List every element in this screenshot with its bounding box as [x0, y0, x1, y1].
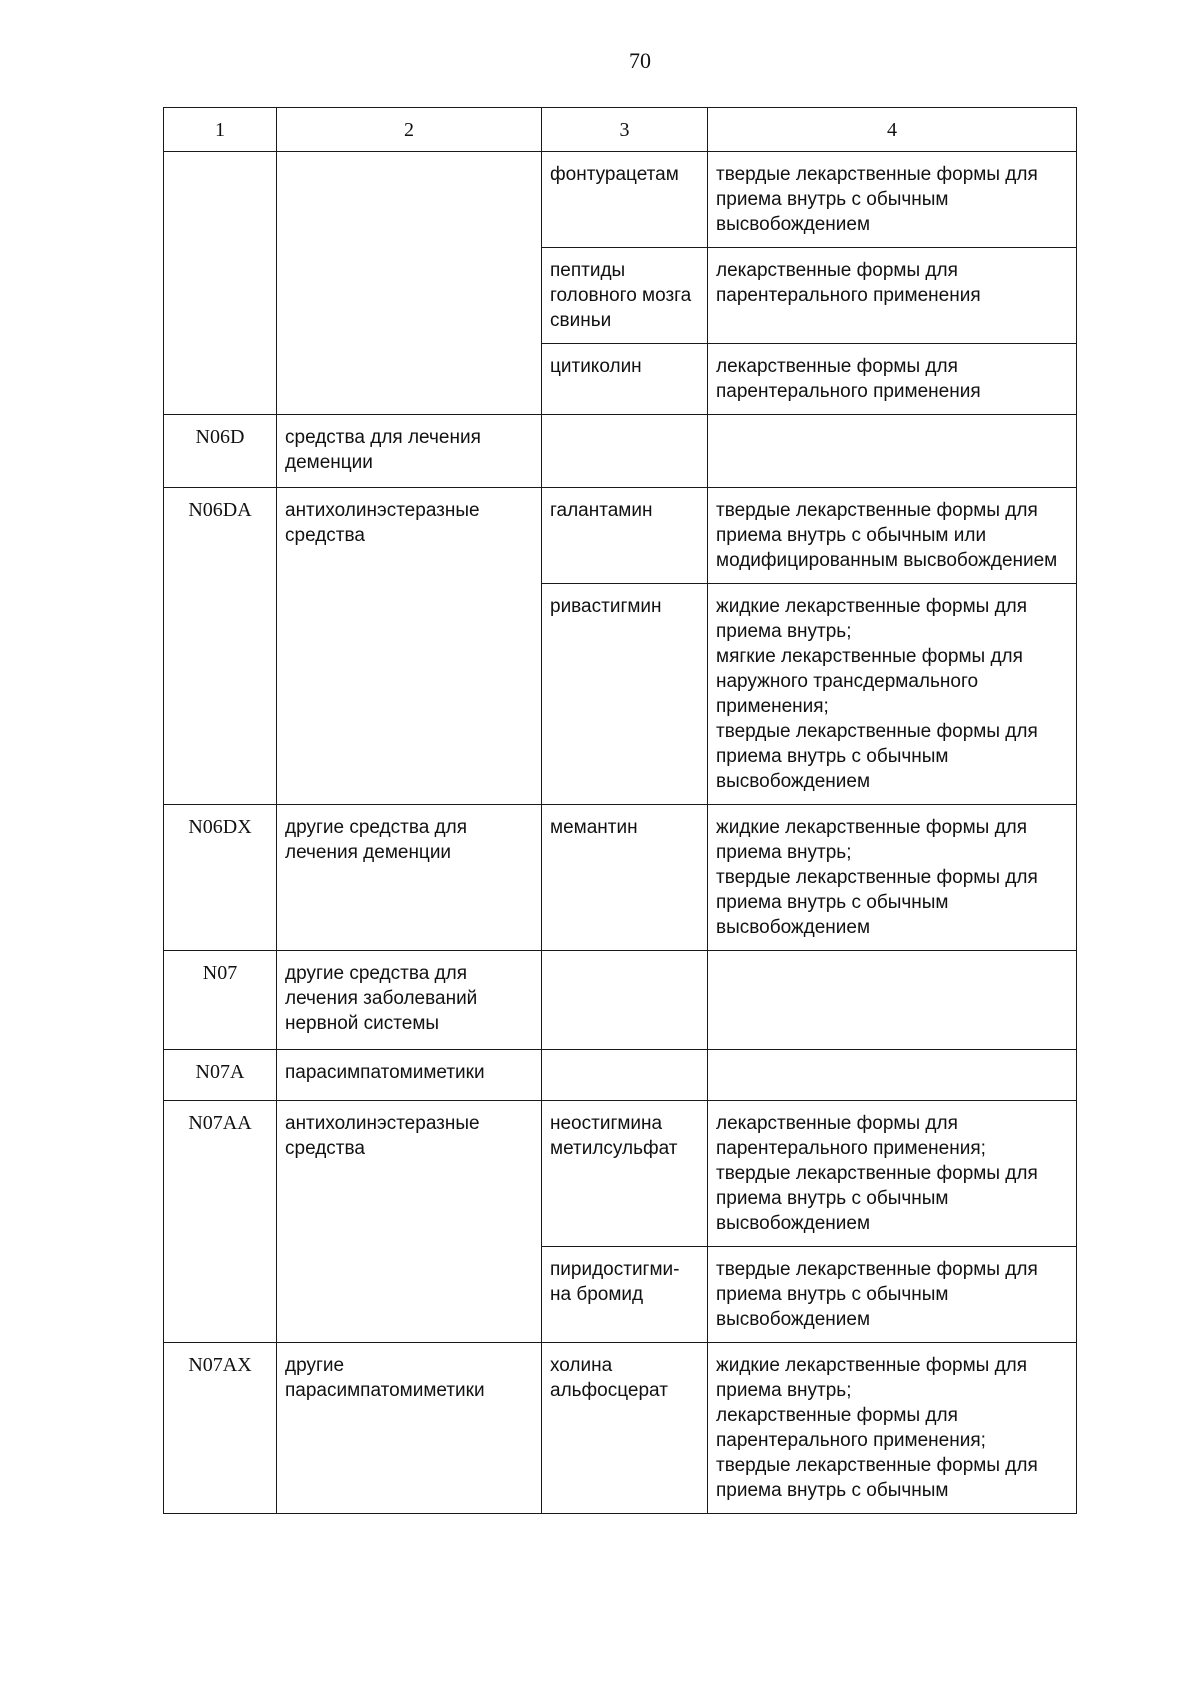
inn-cell: цитиколин	[542, 344, 708, 415]
inn-cell: ривастигмин	[542, 584, 708, 805]
column-header-1: 1	[164, 108, 277, 152]
dosage-form-cell: жидкие лекарственные формы для приема внутрь; лекарственные формы для парентерального применения; твердые лекарственные формы для приема внутрь с обычным	[708, 1343, 1077, 1514]
dosage-form-cell	[708, 951, 1077, 1050]
table-row	[164, 805, 1077, 951]
inn-cell: пиридостигми- на бромид	[542, 1247, 708, 1343]
group-cell: другие парасимпатомиметики	[277, 1343, 542, 1514]
table-row	[164, 1101, 1077, 1247]
table-row	[164, 415, 1077, 488]
column-header-4: 4	[708, 108, 1077, 152]
table-row	[164, 1343, 1077, 1514]
code-cell: N07A	[164, 1050, 277, 1101]
inn-cell	[542, 951, 708, 1050]
dosage-form-cell: лекарственные формы для парентерального применения	[708, 248, 1077, 344]
table-row	[164, 152, 1077, 248]
dosage-form-cell: лекарственные формы для парентерального применения; твердые лекарственные формы для приема внутрь с обычным высвобождением	[708, 1101, 1077, 1247]
page-number: 70	[629, 48, 651, 73]
group-cell	[277, 152, 542, 415]
column-header-3: 3	[542, 108, 708, 152]
dosage-form-cell: твердые лекарственные формы для приема внутрь с обычным высвобождением	[708, 152, 1077, 248]
inn-cell: мемантин	[542, 805, 708, 951]
inn-cell: галантамин	[542, 488, 708, 584]
header-row	[164, 108, 1077, 152]
code-cell: N07	[164, 951, 277, 1050]
code-cell	[164, 152, 277, 415]
group-cell: средства для лечения деменции	[277, 415, 542, 488]
dosage-form-cell: твердые лекарственные формы для приема внутрь с обычным высвобождением	[708, 1247, 1077, 1343]
dosage-form-cell	[708, 1050, 1077, 1101]
inn-cell	[542, 415, 708, 488]
inn-cell: неостигмина метилсульфат	[542, 1101, 708, 1247]
code-cell: N06DA	[164, 488, 277, 805]
dosage-form-cell: жидкие лекарственные формы для приема внутрь; мягкие лекарственные формы для наружного трансдермального применения; твердые лекарственные формы для приема внутрь с обычным высвобождением	[708, 584, 1077, 805]
group-cell: другие средства для лечения деменции	[277, 805, 542, 951]
code-cell: N07AA	[164, 1101, 277, 1343]
group-cell: антихолинэстеразные средства	[277, 488, 542, 805]
table-row	[164, 951, 1077, 1050]
group-cell: антихолинэстеразные средства	[277, 1101, 542, 1343]
medicines-table	[163, 107, 1077, 1514]
code-cell: N06D	[164, 415, 277, 488]
inn-cell: фонтурацетам	[542, 152, 708, 248]
code-cell: N06DX	[164, 805, 277, 951]
table-row	[164, 1050, 1077, 1101]
inn-cell: пептиды головного мозга свиньи	[542, 248, 708, 344]
table-row	[164, 488, 1077, 584]
group-cell: парасимпатомиметики	[277, 1050, 542, 1101]
column-header-2: 2	[277, 108, 542, 152]
dosage-form-cell: жидкие лекарственные формы для приема внутрь; твердые лекарственные формы для приема внутрь с обычным высвобождением	[708, 805, 1077, 951]
inn-cell	[542, 1050, 708, 1101]
code-cell: N07AX	[164, 1343, 277, 1514]
group-cell: другие средства для лечения заболеваний нервной системы	[277, 951, 542, 1050]
dosage-form-cell: твердые лекарственные формы для приема внутрь с обычным или модифицированным высвобождением	[708, 488, 1077, 584]
inn-cell: холина альфосцерат	[542, 1343, 708, 1514]
dosage-form-cell: лекарственные формы для парентерального применения	[708, 344, 1077, 415]
dosage-form-cell	[708, 415, 1077, 488]
